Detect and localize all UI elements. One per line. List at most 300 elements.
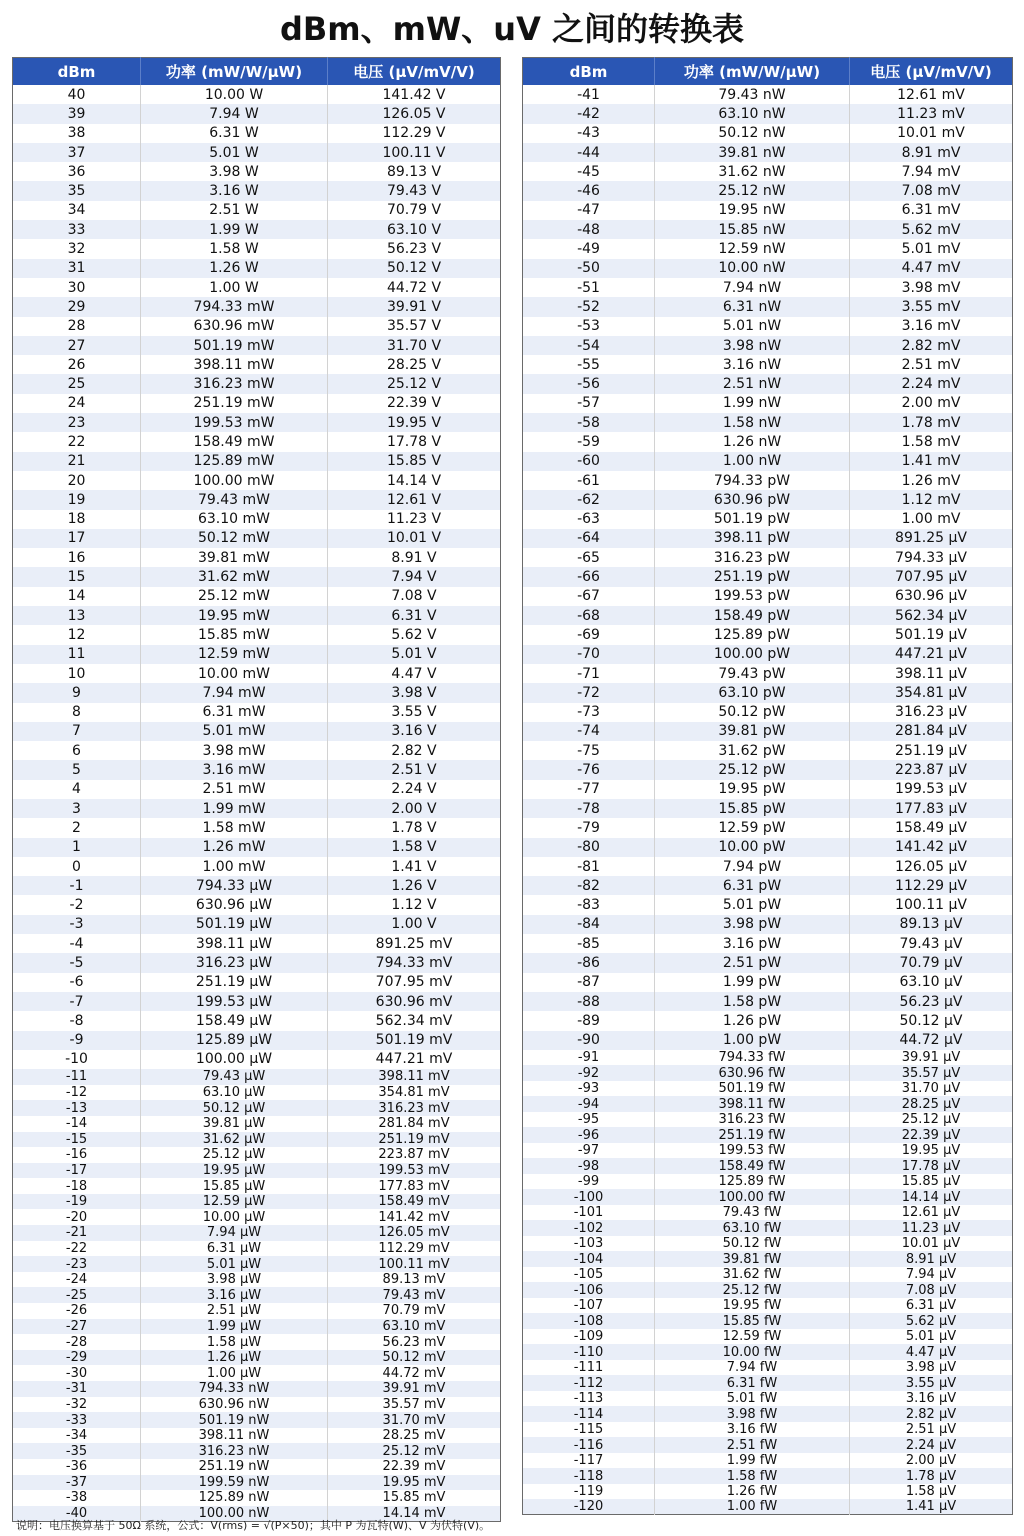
dbm-cell: -55 — [523, 355, 655, 374]
dbm-cell: 26 — [13, 355, 141, 374]
voltage-cell: 15.85 μV — [850, 1174, 1013, 1190]
power-cell: 199.53 fW — [655, 1143, 850, 1159]
dbm-cell: 36 — [13, 162, 141, 181]
dbm-cell: -102 — [523, 1220, 655, 1236]
power-cell: 1.26 μW — [141, 1350, 328, 1366]
voltage-cell: 2.24 mV — [850, 374, 1013, 393]
voltage-cell: 56.23 V — [328, 239, 501, 258]
table-row — [13, 1256, 501, 1272]
voltage-cell: 1.41 μV — [850, 1499, 1013, 1515]
voltage-cell: 223.87 μV — [850, 760, 1013, 779]
table-row — [13, 1287, 501, 1303]
dbm-cell: -44 — [523, 143, 655, 162]
power-cell: 3.98 fW — [655, 1406, 850, 1422]
voltage-cell: 39.91 V — [328, 297, 501, 316]
voltage-cell: 1.58 mV — [850, 432, 1013, 451]
table-row — [13, 181, 501, 200]
table-row — [13, 201, 501, 220]
dbm-cell: 8 — [13, 703, 141, 722]
power-cell: 3.16 nW — [655, 355, 850, 374]
dbm-cell: -45 — [523, 162, 655, 181]
dbm-cell: -3 — [13, 915, 141, 934]
power-cell: 7.94 mW — [141, 683, 328, 702]
table-header — [13, 58, 501, 86]
power-cell: 501.19 fW — [655, 1081, 850, 1097]
voltage-cell: 891.25 μV — [850, 529, 1013, 548]
table-row — [523, 1220, 1013, 1236]
power-cell: 1.26 fW — [655, 1484, 850, 1500]
table-row — [13, 374, 501, 393]
table-row — [13, 432, 501, 451]
power-cell: 1.58 pW — [655, 992, 850, 1011]
dbm-cell: -78 — [523, 799, 655, 818]
dbm-cell: -62 — [523, 490, 655, 509]
table-row — [13, 1334, 501, 1350]
dbm-cell: -82 — [523, 876, 655, 895]
table-row — [13, 934, 501, 953]
dbm-cell: 9 — [13, 683, 141, 702]
dbm-cell: -37 — [13, 1475, 141, 1491]
power-cell: 1.99 mW — [141, 799, 328, 818]
power-cell: 1.99 W — [141, 220, 328, 239]
dbm-cell: -63 — [523, 510, 655, 529]
voltage-cell: 70.79 V — [328, 201, 501, 220]
dbm-cell: 28 — [13, 317, 141, 336]
dbm-cell: 0 — [13, 857, 141, 876]
dbm-cell: -67 — [523, 587, 655, 606]
power-cell: 794.33 fW — [655, 1050, 850, 1066]
dbm-cell: -116 — [523, 1437, 655, 1453]
power-cell: 2.51 fW — [655, 1437, 850, 1453]
table-row — [523, 1236, 1013, 1252]
dbm-cell: 21 — [13, 452, 141, 471]
table-row — [523, 529, 1013, 548]
table-row — [523, 1174, 1013, 1190]
dbm-cell: -112 — [523, 1375, 655, 1391]
voltage-cell: 1.26 V — [328, 876, 501, 895]
voltage-cell: 281.84 mV — [328, 1116, 501, 1132]
dbm-cell: -30 — [13, 1365, 141, 1381]
table-row — [13, 1100, 501, 1116]
power-cell: 19.95 mW — [141, 606, 328, 625]
voltage-cell: 89.13 mV — [328, 1272, 501, 1288]
dbm-cell: -100 — [523, 1189, 655, 1205]
dbm-cell: 20 — [13, 471, 141, 490]
voltage-cell: 2.82 μV — [850, 1406, 1013, 1422]
table-row — [13, 1428, 501, 1444]
dbm-cell: 1 — [13, 838, 141, 857]
dbm-cell: -113 — [523, 1391, 655, 1407]
dbm-cell: -73 — [523, 703, 655, 722]
power-cell: 5.01 mW — [141, 722, 328, 741]
table-row — [523, 1267, 1013, 1283]
table-row — [13, 1397, 501, 1413]
table-row — [523, 625, 1013, 644]
voltage-cell: 50.12 V — [328, 259, 501, 278]
power-cell: 3.16 W — [141, 181, 328, 200]
dbm-cell: -49 — [523, 239, 655, 258]
power-cell: 25.12 fW — [655, 1282, 850, 1298]
dbm-cell: -6 — [13, 973, 141, 992]
power-cell: 63.10 μW — [141, 1085, 328, 1101]
table-row — [13, 703, 501, 722]
voltage-cell: 398.11 μV — [850, 664, 1013, 683]
voltage-cell: 19.95 V — [328, 413, 501, 432]
dbm-cell: 6 — [13, 741, 141, 760]
table-row — [523, 548, 1013, 567]
voltage-cell: 1.58 V — [328, 838, 501, 857]
power-cell: 25.12 μW — [141, 1147, 328, 1163]
table-row — [523, 413, 1013, 432]
voltage-cell: 199.53 μV — [850, 780, 1013, 799]
table-row — [523, 452, 1013, 471]
header-voltage: 电压 (μV/mV/V) — [850, 58, 1013, 86]
dbm-cell: 22 — [13, 432, 141, 451]
dbm-cell: 31 — [13, 259, 141, 278]
voltage-cell: 3.55 mV — [850, 297, 1013, 316]
dbm-cell: -110 — [523, 1344, 655, 1360]
voltage-cell: 141.42 μV — [850, 838, 1013, 857]
power-cell: 501.19 nW — [141, 1412, 328, 1428]
voltage-cell: 4.47 V — [328, 664, 501, 683]
dbm-cell: -15 — [13, 1132, 141, 1148]
table-row — [523, 799, 1013, 818]
power-cell: 39.81 fW — [655, 1251, 850, 1267]
voltage-cell: 501.19 mV — [328, 1031, 501, 1050]
dbm-cell: -97 — [523, 1143, 655, 1159]
table-row — [523, 297, 1013, 316]
power-cell: 158.49 fW — [655, 1158, 850, 1174]
table-row — [13, 876, 501, 895]
table-row — [13, 1350, 501, 1366]
dbm-cell: -64 — [523, 529, 655, 548]
table-row — [13, 1365, 501, 1381]
power-cell: 39.81 nW — [655, 143, 850, 162]
dbm-cell: -32 — [13, 1397, 141, 1413]
table-row — [523, 895, 1013, 914]
dbm-cell: -26 — [13, 1303, 141, 1319]
voltage-cell: 17.78 μV — [850, 1158, 1013, 1174]
power-cell: 10.00 W — [141, 85, 328, 104]
voltage-cell: 7.94 V — [328, 567, 501, 586]
voltage-cell: 70.79 mV — [328, 1303, 501, 1319]
power-cell: 199.53 μW — [141, 992, 328, 1011]
power-cell: 6.31 μW — [141, 1241, 328, 1257]
power-cell: 3.16 mW — [141, 760, 328, 779]
power-cell: 50.12 pW — [655, 703, 850, 722]
power-cell: 316.23 mW — [141, 374, 328, 393]
dbm-cell: -21 — [13, 1225, 141, 1241]
table-row — [523, 857, 1013, 876]
power-cell: 19.95 nW — [655, 201, 850, 220]
dbm-cell: -57 — [523, 394, 655, 413]
dbm-cell: 14 — [13, 587, 141, 606]
power-cell: 6.31 pW — [655, 876, 850, 895]
dbm-cell: 18 — [13, 510, 141, 529]
dbm-cell: -90 — [523, 1031, 655, 1050]
footnote: 说明：电压换算基于 50Ω 系统，公式：V(rms) = √(P×50)；其中 P 为瓦特(W)、V 为伏特(V)。 — [16, 1519, 491, 1532]
table-row — [13, 973, 501, 992]
voltage-cell: 354.81 μV — [850, 683, 1013, 702]
voltage-cell: 630.96 μV — [850, 587, 1013, 606]
dbm-cell: 15 — [13, 567, 141, 586]
table-row — [13, 1272, 501, 1288]
table-row — [13, 278, 501, 297]
power-cell: 7.94 fW — [655, 1360, 850, 1376]
voltage-cell: 3.16 mV — [850, 317, 1013, 336]
voltage-cell: 501.19 μV — [850, 625, 1013, 644]
dbm-cell: -68 — [523, 606, 655, 625]
table-row — [523, 1298, 1013, 1314]
power-cell: 25.12 pW — [655, 760, 850, 779]
table-row — [13, 1050, 501, 1069]
table-row — [13, 780, 501, 799]
table-row — [523, 606, 1013, 625]
voltage-cell: 10.01 mV — [850, 124, 1013, 143]
dbm-cell: 2 — [13, 818, 141, 837]
power-cell: 1.58 μW — [141, 1334, 328, 1350]
voltage-cell: 112.29 mV — [328, 1241, 501, 1257]
voltage-cell: 63.10 μV — [850, 973, 1013, 992]
table-row — [523, 278, 1013, 297]
power-cell: 15.85 pW — [655, 799, 850, 818]
power-cell: 19.95 μW — [141, 1163, 328, 1179]
table-row — [13, 220, 501, 239]
power-cell: 6.31 fW — [655, 1375, 850, 1391]
power-cell: 25.12 nW — [655, 181, 850, 200]
power-cell: 79.43 μW — [141, 1069, 328, 1085]
dbm-cell: 24 — [13, 394, 141, 413]
dbm-cell: -81 — [523, 857, 655, 876]
table-row — [13, 760, 501, 779]
table-row — [523, 1499, 1013, 1515]
table-row — [523, 683, 1013, 702]
table-row — [523, 104, 1013, 123]
dbm-cell: -80 — [523, 838, 655, 857]
dbm-cell: -84 — [523, 915, 655, 934]
dbm-cell: -65 — [523, 548, 655, 567]
table-row — [523, 181, 1013, 200]
table-row — [13, 259, 501, 278]
table-row — [13, 394, 501, 413]
voltage-cell: 4.47 mV — [850, 259, 1013, 278]
table-row — [523, 1081, 1013, 1097]
dbm-cell: -76 — [523, 760, 655, 779]
table-row — [523, 973, 1013, 992]
voltage-cell: 891.25 mV — [328, 934, 501, 953]
voltage-cell: 50.12 μV — [850, 1011, 1013, 1030]
voltage-cell: 70.79 μV — [850, 953, 1013, 972]
power-cell: 12.59 μW — [141, 1194, 328, 1210]
table-row — [523, 722, 1013, 741]
power-cell: 1.58 W — [141, 239, 328, 258]
power-cell: 398.11 μW — [141, 934, 328, 953]
dbm-cell: -96 — [523, 1127, 655, 1143]
voltage-cell: 251.19 μV — [850, 741, 1013, 760]
power-cell: 15.85 nW — [655, 220, 850, 239]
power-cell: 251.19 mW — [141, 394, 328, 413]
header-power: 功率 (mW/W/μW) — [141, 58, 328, 86]
dbm-cell: -91 — [523, 1050, 655, 1066]
table-row — [13, 510, 501, 529]
table-row — [13, 1443, 501, 1459]
table-row — [13, 548, 501, 567]
header-row — [523, 58, 1013, 86]
table-row — [523, 1375, 1013, 1391]
dbm-cell: 19 — [13, 490, 141, 509]
table-row — [13, 452, 501, 471]
table-row — [523, 1158, 1013, 1174]
table-row — [523, 124, 1013, 143]
dbm-cell: 10 — [13, 664, 141, 683]
dbm-cell: -92 — [523, 1065, 655, 1081]
voltage-cell: 22.39 V — [328, 394, 501, 413]
table-row — [13, 1209, 501, 1225]
power-cell: 1.26 mW — [141, 838, 328, 857]
power-cell: 3.16 pW — [655, 934, 850, 953]
voltage-cell: 39.91 mV — [328, 1381, 501, 1397]
power-cell: 1.99 fW — [655, 1453, 850, 1469]
dbm-cell: -41 — [523, 85, 655, 104]
dbm-cell: 16 — [13, 548, 141, 567]
table-row — [13, 1490, 501, 1506]
voltage-cell: 7.94 μV — [850, 1267, 1013, 1283]
conversion-table-right — [522, 57, 1013, 1515]
dbm-cell: -53 — [523, 317, 655, 336]
power-cell: 501.19 μW — [141, 915, 328, 934]
voltage-cell: 10.01 μV — [850, 1236, 1013, 1252]
power-cell: 31.62 mW — [141, 567, 328, 586]
power-cell: 7.94 pW — [655, 857, 850, 876]
table-row — [523, 818, 1013, 837]
power-cell: 2.51 W — [141, 201, 328, 220]
power-cell: 2.51 mW — [141, 780, 328, 799]
dbm-cell: -20 — [13, 1209, 141, 1225]
power-cell: 251.19 pW — [655, 567, 850, 586]
voltage-cell: 1.41 mV — [850, 452, 1013, 471]
table-row — [13, 1163, 501, 1179]
table-row — [523, 143, 1013, 162]
voltage-cell: 126.05 V — [328, 104, 501, 123]
power-cell: 1.99 nW — [655, 394, 850, 413]
power-cell: 1.26 nW — [655, 432, 850, 451]
table-row — [13, 683, 501, 702]
voltage-cell: 158.49 mV — [328, 1194, 501, 1210]
voltage-cell: 223.87 mV — [328, 1147, 501, 1163]
voltage-cell: 5.62 mV — [850, 220, 1013, 239]
dbm-cell: 27 — [13, 336, 141, 355]
dbm-cell: 39 — [13, 104, 141, 123]
dbm-cell: -98 — [523, 1158, 655, 1174]
power-cell: 15.85 mW — [141, 625, 328, 644]
voltage-cell: 2.24 μV — [850, 1437, 1013, 1453]
dbm-cell: -9 — [13, 1031, 141, 1050]
voltage-cell: 199.53 mV — [328, 1163, 501, 1179]
table-row — [13, 1241, 501, 1257]
voltage-cell: 126.05 mV — [328, 1225, 501, 1241]
power-cell: 125.89 mW — [141, 452, 328, 471]
power-cell: 1.00 μW — [141, 1365, 328, 1381]
voltage-cell: 2.82 V — [328, 741, 501, 760]
power-cell: 630.96 μW — [141, 895, 328, 914]
voltage-cell: 14.14 V — [328, 471, 501, 490]
dbm-cell: -88 — [523, 992, 655, 1011]
table-row — [523, 1096, 1013, 1112]
power-cell: 158.49 mW — [141, 432, 328, 451]
dbm-cell: 25 — [13, 374, 141, 393]
power-cell: 125.89 fW — [655, 1174, 850, 1190]
dbm-cell: -23 — [13, 1256, 141, 1272]
table-row — [13, 355, 501, 374]
power-cell: 63.10 nW — [655, 104, 850, 123]
voltage-cell: 28.25 μV — [850, 1096, 1013, 1112]
voltage-cell: 141.42 mV — [328, 1209, 501, 1225]
dbm-cell: 3 — [13, 799, 141, 818]
table-row — [13, 104, 501, 123]
table-row — [13, 818, 501, 837]
dbm-cell: -17 — [13, 1163, 141, 1179]
power-cell: 316.23 μW — [141, 953, 328, 972]
voltage-cell: 6.31 V — [328, 606, 501, 625]
table-row — [523, 664, 1013, 683]
dbm-cell: -70 — [523, 645, 655, 664]
voltage-cell: 562.34 mV — [328, 1011, 501, 1030]
table-row — [523, 1422, 1013, 1438]
dbm-cell: 23 — [13, 413, 141, 432]
voltage-cell: 89.13 V — [328, 162, 501, 181]
power-cell: 1.99 pW — [655, 973, 850, 992]
table-row — [13, 1132, 501, 1148]
voltage-cell: 12.61 mV — [850, 85, 1013, 104]
power-cell: 1.00 mW — [141, 857, 328, 876]
dbm-cell: -43 — [523, 124, 655, 143]
power-cell: 100.00 μW — [141, 1050, 328, 1069]
voltage-cell: 3.55 V — [328, 703, 501, 722]
voltage-cell: 15.85 V — [328, 452, 501, 471]
power-cell: 794.33 μW — [141, 876, 328, 895]
power-cell: 398.11 mW — [141, 355, 328, 374]
table-row — [13, 1116, 501, 1132]
table-row — [523, 336, 1013, 355]
dbm-cell: -86 — [523, 953, 655, 972]
power-cell: 63.10 pW — [655, 683, 850, 702]
power-cell: 1.58 nW — [655, 413, 850, 432]
voltage-cell: 8.91 V — [328, 548, 501, 567]
power-cell: 398.11 nW — [141, 1428, 328, 1444]
dbm-cell: -50 — [523, 259, 655, 278]
table-row — [523, 1143, 1013, 1159]
dbm-cell: -95 — [523, 1112, 655, 1128]
power-cell: 79.43 fW — [655, 1205, 850, 1221]
table-row — [13, 741, 501, 760]
power-cell: 3.98 μW — [141, 1272, 328, 1288]
voltage-cell: 177.83 μV — [850, 799, 1013, 818]
table-row — [13, 587, 501, 606]
dbm-cell: -33 — [13, 1412, 141, 1428]
power-cell: 630.96 nW — [141, 1397, 328, 1413]
power-cell: 50.12 μW — [141, 1100, 328, 1116]
table-row — [13, 915, 501, 934]
table-row — [13, 1412, 501, 1428]
table-row — [523, 490, 1013, 509]
table-row — [13, 992, 501, 1011]
voltage-cell: 1.41 V — [328, 857, 501, 876]
table-row — [13, 529, 501, 548]
table-row — [13, 1225, 501, 1241]
table-row — [13, 1011, 501, 1030]
dbm-cell: -104 — [523, 1251, 655, 1267]
voltage-cell: 316.23 mV — [328, 1100, 501, 1116]
